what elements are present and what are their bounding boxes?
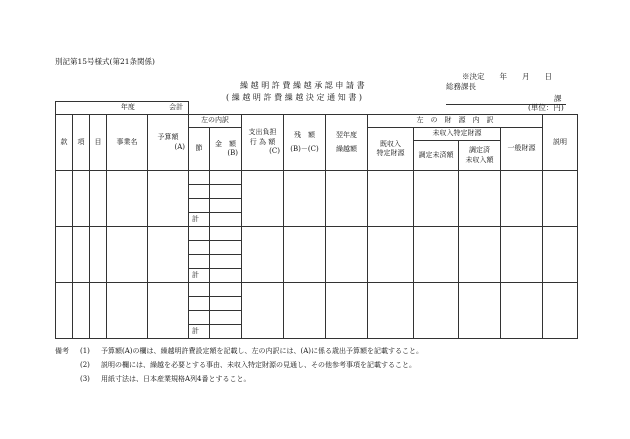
account-label: 会計 (169, 103, 184, 112)
col-budget (148, 115, 189, 171)
col-amount-label: 金 額 (215, 139, 236, 148)
col-expenditure-l2: 行 為 額 (249, 137, 276, 146)
col-expenditure (242, 115, 284, 171)
col-received-l1: 既収入 (380, 139, 401, 148)
col-unreceived: 未収入特定財源 (414, 128, 501, 141)
table-row (56, 171, 578, 185)
col-unassessed: 調定未済額 (414, 141, 459, 171)
note-3-num: (3) (80, 375, 90, 383)
col-balance-formula: (B)－(C) (290, 144, 319, 153)
unit-label: (単位：円) (528, 103, 564, 112)
col-project-name: 事業名 (107, 115, 148, 171)
note-2-text: 説明の欄には、繰越を必要とする事由、未収入特定財源の見通し、その他参考事項を記載すること。 (101, 361, 416, 369)
note-3-text: 用紙寸法は、日本産業規格A列4番とすること。 (101, 375, 251, 383)
col-assessed (459, 141, 501, 171)
col-budget-label: 予算額 (157, 133, 179, 142)
col-moku: 目 (90, 115, 107, 171)
col-assessed-l1: 調定済 (469, 146, 490, 155)
section-suffix: 課 (554, 94, 562, 103)
notes-label: 備考 (55, 347, 69, 355)
note-1-text: 予算額(A)の欄は、繰越明許費設定額を記載し、左の内訳には、(A)に係る歳出予算額を記載すること。 (101, 347, 424, 355)
col-carryover-l2: 繰越額 (336, 144, 357, 153)
col-amount (210, 128, 242, 171)
col-funding-source: 左 の 財 源 内 訳 (368, 115, 543, 128)
table-row (56, 227, 578, 241)
year-label: 年度 (120, 103, 135, 112)
col-setsu: 節 (189, 128, 210, 171)
form-title: 繰越明許費繰越承認申請書 (240, 81, 368, 90)
col-breakdown: 左の内訳 (189, 115, 242, 128)
subtotal-label: 計 (189, 325, 210, 339)
col-balance (284, 115, 326, 171)
col-budget-a: (A) (174, 142, 185, 151)
subtotal-label: 計 (189, 269, 210, 283)
note-2-num: (2) (80, 361, 90, 369)
table-row (56, 283, 578, 297)
col-description: 説明 (543, 115, 578, 171)
recipient: 総務課長 (446, 82, 476, 91)
col-carryover-l1: 翌年度 (336, 131, 357, 140)
col-balance-label: 残 額 (294, 131, 315, 140)
col-general-fund: 一般財源 (501, 128, 543, 171)
col-carryover (326, 115, 368, 171)
col-assessed-l2: 未収入額 (465, 155, 494, 164)
form-subtitle: (繰越明許費繰越決定通知書) (226, 93, 365, 102)
col-kan: 款 (56, 115, 73, 171)
subtotal-label: 計 (189, 213, 210, 227)
col-received (368, 128, 414, 171)
col-expenditure-c: (C) (269, 147, 280, 156)
col-expenditure-l1: 支出負担 (248, 128, 277, 137)
form-reference: 別記第15号様式(第21条関係) (55, 57, 155, 66)
decision-date: ※決定 年 月 日 (462, 72, 552, 81)
year-account-row (56, 102, 578, 115)
col-received-l2: 特定財源 (376, 149, 405, 157)
col-kou: 項 (73, 115, 90, 171)
budget-carryover-table (55, 101, 578, 339)
col-amount-b: (B) (227, 149, 238, 157)
header-row-1 (56, 115, 578, 128)
note-1-num: (1) (80, 347, 90, 355)
